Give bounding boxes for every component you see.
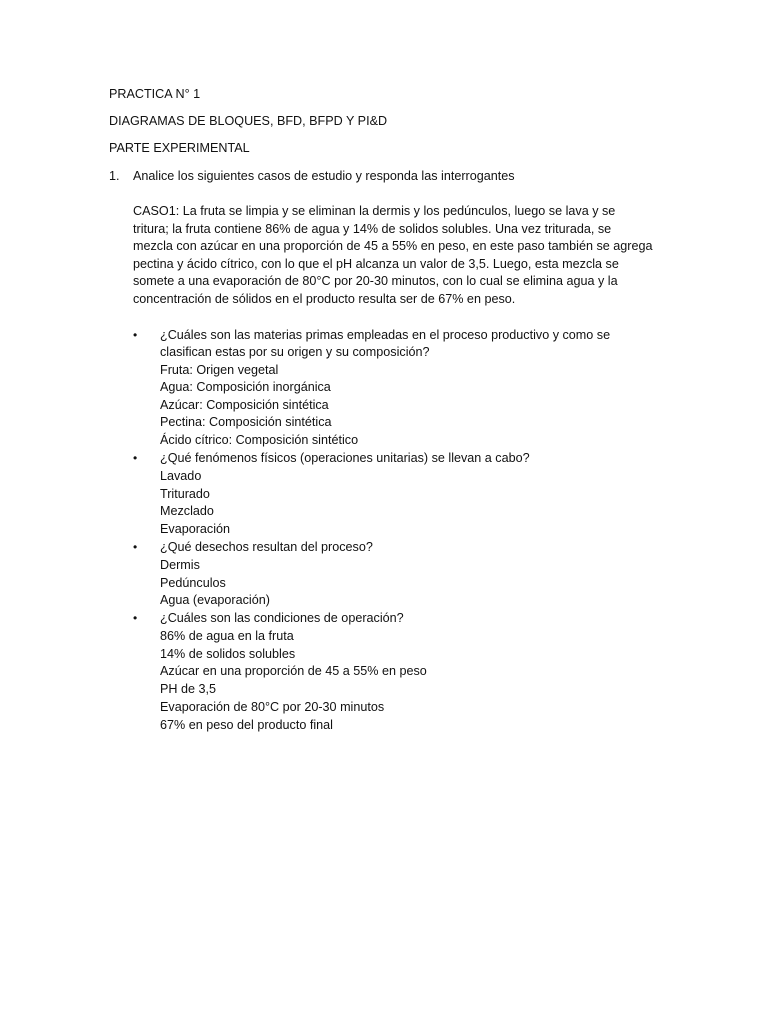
answer-line: Pectina: Composición sintética <box>160 415 332 429</box>
answer-line: Azúcar en una proporción de 45 a 55% en peso <box>160 664 427 678</box>
answer-line: Agua (evaporación) <box>160 593 270 607</box>
case-line: pectina y ácido cítrico, con lo que el pH alcanza un valor de 3,5. Luego, esta mezcla se <box>133 257 619 271</box>
section-title: PARTE EXPERIMENTAL <box>109 141 250 155</box>
answer-line: Lavado <box>160 469 202 483</box>
answer-line: Mezclado <box>160 504 214 518</box>
answer-line: Fruta: Origen vegetal <box>160 363 279 377</box>
question-text: ¿Cuáles son las condiciones de operación? <box>160 611 404 625</box>
bullet-icon: • <box>133 611 138 625</box>
case-line: mezcla con azúcar en una proporción de 45 a 55% en peso, en este paso también se agrega <box>133 239 653 253</box>
answer-line: Ácido cítrico: Composición sintético <box>160 433 359 447</box>
answer-line: Pedúnculos <box>160 576 226 590</box>
answer-line: 86% de agua en la fruta <box>160 629 294 643</box>
case-line: concentración de sólidos en el producto resulta ser de 67% en peso. <box>133 292 516 306</box>
bullet-icon: • <box>133 451 138 465</box>
answer-line: Evaporación <box>160 522 231 536</box>
answer-line: PH de 3,5 <box>160 682 217 696</box>
case-line: CASO1: La fruta se limpia y se eliminan la dermis y los pedúnculos, luego se lava y se <box>133 204 616 218</box>
answer-line: 67% en peso del producto final <box>160 718 333 732</box>
answer-line: Agua: Composición inorgánica <box>160 380 331 394</box>
answer-line: Evaporación de 80°C por 20-30 minutos <box>160 700 385 714</box>
question-text: ¿Qué fenómenos físicos (operaciones unitarias) se llevan a cabo? <box>160 451 530 465</box>
bullet-icon: • <box>133 540 138 554</box>
answer-line: 14% de solidos solubles <box>160 647 296 661</box>
question-text: ¿Qué desechos resultan del proceso? <box>160 540 373 554</box>
answer-line: Dermis <box>160 558 200 572</box>
question-text: ¿Cuáles son las materias primas empleadas en el proceso productivo y como se <box>160 328 611 342</box>
item-number: 1. <box>109 169 120 183</box>
answer-line: Triturado <box>160 487 210 501</box>
case-line: somete a una evaporación de 80°C por 20-30 minutos, con lo cual se elimina agua y la <box>133 274 618 288</box>
bullet-icon: • <box>133 328 138 342</box>
practice-title: PRACTICA N° 1 <box>109 87 201 101</box>
case-line: tritura; la fruta contiene 86% de agua y 14% de solidos solubles. Una vez triturada, se <box>133 222 612 236</box>
answer-line: Azúcar: Composición sintética <box>160 398 329 412</box>
item-instruction: Analice los siguientes casos de estudio y responda las interrogantes <box>133 169 515 183</box>
document-subtitle: DIAGRAMAS DE BLOQUES, BFD, BFPD Y PI&D <box>109 114 388 128</box>
question-text: clasifican estas por su origen y su composición? <box>160 345 430 359</box>
